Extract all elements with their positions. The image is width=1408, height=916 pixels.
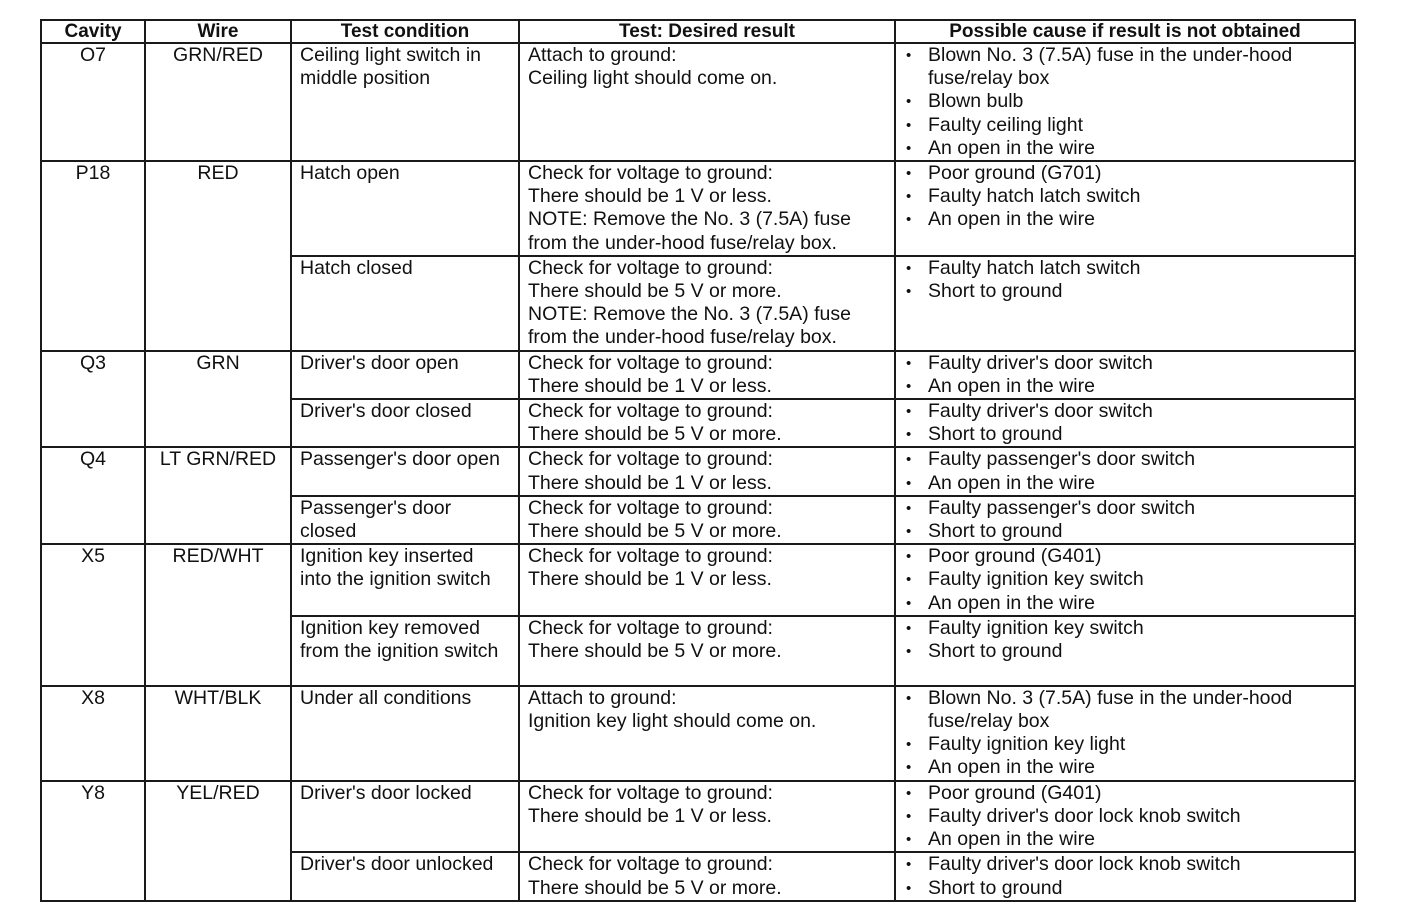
desired-result-cell: Check for voltage to ground: There should be 1 V or less. (519, 447, 895, 495)
cavity-header: Cavity (41, 20, 145, 43)
cause-item: • Short to ground (906, 280, 1350, 303)
cause-item: • Faulty driver's door lock knob switch (906, 805, 1350, 828)
desired-result-cell: Check for voltage to ground: There should be 1 V or less. (519, 544, 895, 616)
cause-item: • Short to ground (906, 640, 1350, 663)
cause-list (906, 352, 1350, 398)
desired-result-cell: Check for voltage to ground: There should be 5 V or more. NOTE: Remove the No. 3 (7.5A) fuse from the under-hood fuse/relay box. (519, 256, 895, 351)
possible-cause-cell (895, 447, 1355, 495)
cause-item: • Faulty ceiling light (906, 114, 1350, 137)
desired-result-header: Test: Desired result (519, 20, 895, 43)
table-row (41, 43, 1355, 161)
cause-item: • Short to ground (906, 423, 1350, 446)
test-condition-cell: Driver's door locked (291, 781, 519, 853)
possible-cause-cell (895, 686, 1355, 781)
possible-cause-cell (895, 852, 1355, 900)
desired-result-cell: Check for voltage to ground: There should be 5 V or more. (519, 399, 895, 447)
wire-header: Wire (145, 20, 291, 43)
cause-item: • Blown No. 3 (7.5A) fuse in the under-hood fuse/relay box (906, 687, 1350, 733)
test-condition-header: Test condition (291, 20, 519, 43)
cause-list (906, 687, 1350, 780)
possible-cause-header: Possible cause if result is not obtained (895, 20, 1355, 43)
possible-cause-cell (895, 544, 1355, 616)
cause-list (906, 162, 1350, 232)
desired-result-cell: Attach to ground: Ceiling light should come on. (519, 43, 895, 161)
possible-cause-cell (895, 43, 1355, 161)
test-condition-cell: Hatch open (291, 161, 519, 256)
test-condition-cell: Under all conditions (291, 686, 519, 781)
test-condition-cell: Ignition key removed from the ignition switch (291, 616, 519, 686)
table-row (41, 544, 1355, 616)
cavity-cell: P18 (41, 161, 145, 351)
table-row (41, 686, 1355, 781)
cause-item: • Faulty hatch latch switch (906, 185, 1350, 208)
cavity-cell: Q3 (41, 351, 145, 448)
test-condition-cell: Hatch closed (291, 256, 519, 351)
cause-item: • Poor ground (G701) (906, 162, 1350, 185)
possible-cause-cell (895, 399, 1355, 447)
desired-result-cell: Check for voltage to ground: There should be 5 V or more. (519, 496, 895, 544)
cause-item: • An open in the wire (906, 828, 1350, 851)
cause-item: • Blown bulb (906, 90, 1350, 113)
cavity-cell: Q4 (41, 447, 145, 544)
cause-list (906, 545, 1350, 615)
cause-list (906, 497, 1350, 543)
test-condition-cell: Driver's door closed (291, 399, 519, 447)
cause-item: • Short to ground (906, 877, 1350, 900)
cause-item: • Faulty ignition key light (906, 733, 1350, 756)
wire-cell: GRN (145, 351, 291, 448)
cavity-cell: O7 (41, 43, 145, 161)
wire-cell: RED (145, 161, 291, 351)
cause-item: • Faulty passenger's door switch (906, 497, 1350, 520)
cause-list (906, 782, 1350, 852)
cause-item: • Faulty driver's door switch (906, 400, 1350, 423)
cause-item: • Faulty passenger's door switch (906, 448, 1350, 471)
desired-result-cell: Check for voltage to ground: There should be 1 V or less. (519, 351, 895, 399)
table-row (41, 351, 1355, 399)
possible-cause-cell (895, 351, 1355, 399)
cause-item: • Faulty ignition key switch (906, 568, 1350, 591)
table-row (41, 781, 1355, 853)
cause-item: • Poor ground (G401) (906, 782, 1350, 805)
possible-cause-cell (895, 496, 1355, 544)
cause-item: • Short to ground (906, 520, 1350, 543)
cause-list (906, 448, 1350, 494)
test-condition-cell: Driver's door open (291, 351, 519, 399)
cavity-cell: X8 (41, 686, 145, 781)
cavity-cell: X5 (41, 544, 145, 686)
test-condition-cell: Passenger's door closed (291, 496, 519, 544)
wire-cell: RED/WHT (145, 544, 291, 686)
desired-result-cell: Check for voltage to ground: There should be 1 V or less. (519, 781, 895, 853)
desired-result-cell: Check for voltage to ground: There should be 1 V or less. NOTE: Remove the No. 3 (7.5A) fuse from the under-hood fuse/relay box. (519, 161, 895, 256)
cause-item: • Faulty driver's door lock knob switch (906, 853, 1350, 876)
wire-cell: GRN/RED (145, 43, 291, 161)
table-row (41, 161, 1355, 256)
troubleshooting-table (40, 19, 1356, 902)
cause-list (906, 617, 1350, 663)
table-row (41, 447, 1355, 495)
cause-item: • Faulty ignition key switch (906, 617, 1350, 640)
possible-cause-cell (895, 161, 1355, 256)
cause-item: • Blown No. 3 (7.5A) fuse in the under-hood fuse/relay box (906, 44, 1350, 90)
cause-item: • Faulty hatch latch switch (906, 257, 1350, 280)
cause-item: • An open in the wire (906, 208, 1350, 231)
cause-item: • Faulty driver's door switch (906, 352, 1350, 375)
possible-cause-cell (895, 781, 1355, 853)
test-condition-cell: Driver's door unlocked (291, 852, 519, 900)
cause-item: • An open in the wire (906, 592, 1350, 615)
desired-result-cell: Check for voltage to ground: There should be 5 V or more. (519, 616, 895, 686)
wire-cell: YEL/RED (145, 781, 291, 901)
cause-item: • An open in the wire (906, 472, 1350, 495)
cause-item: • An open in the wire (906, 137, 1350, 160)
desired-result-cell: Check for voltage to ground: There should be 5 V or more. (519, 852, 895, 900)
cause-list (906, 400, 1350, 446)
cause-item: • Poor ground (G401) (906, 545, 1350, 568)
test-condition-cell: Ceiling light switch in middle position (291, 43, 519, 161)
wire-cell: WHT/BLK (145, 686, 291, 781)
desired-result-cell: Attach to ground: Ignition key light should come on. (519, 686, 895, 781)
cavity-cell: Y8 (41, 781, 145, 901)
test-condition-cell: Ignition key inserted into the ignition switch (291, 544, 519, 616)
cause-list (906, 853, 1350, 899)
cause-list (906, 257, 1350, 303)
possible-cause-cell (895, 616, 1355, 686)
wire-cell: LT GRN/RED (145, 447, 291, 544)
cause-item: • An open in the wire (906, 375, 1350, 398)
cause-list (906, 44, 1350, 160)
test-condition-cell: Passenger's door open (291, 447, 519, 495)
possible-cause-cell (895, 256, 1355, 351)
cause-item: • An open in the wire (906, 756, 1350, 779)
header-row (41, 20, 1355, 43)
